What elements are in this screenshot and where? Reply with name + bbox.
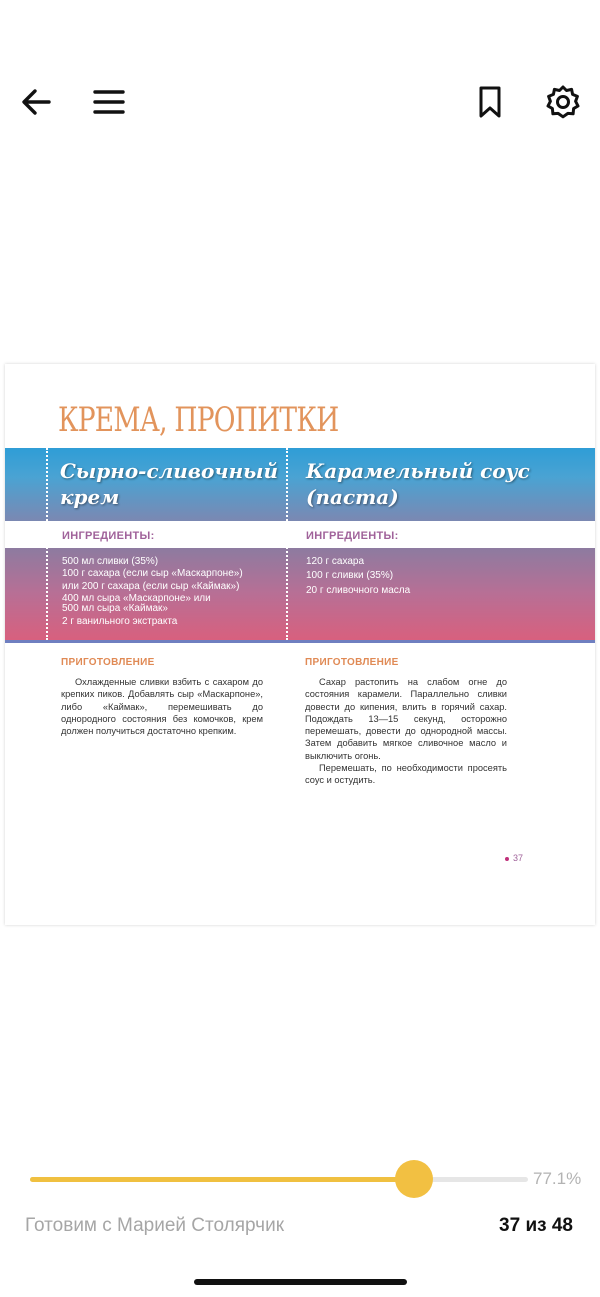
recipe-title-line: (паста)	[306, 485, 399, 509]
preparation-label-left: ПРИГОТОВЛЕНИЕ	[61, 657, 155, 668]
ingredient-item: 500 мл сыра «Каймак»	[62, 603, 168, 615]
ingredient-item: 400 мл сыра «Маскарпоне» или	[62, 592, 211, 604]
ingredient-item: 500 мл сливки (35%)	[62, 556, 159, 567]
arrow-left-icon	[19, 85, 53, 119]
page-count: 37 из 48	[499, 1215, 573, 1236]
preparation-paragraph: Перемешать, по необходимости просеять соус и остудить.	[305, 763, 507, 786]
progress-percent: 77.1%	[533, 1169, 582, 1188]
page-number	[505, 853, 523, 863]
recipe-title-right	[306, 458, 530, 510]
preparation-paragraph: Сахар растопить на слабом огне до состояния карамели. Параллельно сливки довести до кипения, влить в горячий сахар. Подождать 13—15 секунд, осторожно перемешать, довести до однородной массы. Затем добавить мягкое сливочное масло и выключить огонь.	[305, 677, 507, 761]
reading-progress-slider[interactable]	[30, 1177, 528, 1182]
home-indicator	[194, 1279, 407, 1285]
ingredient-item: или 200 г сахара (если сыр «Каймак»)	[62, 580, 240, 592]
page-number-dot-icon	[505, 857, 509, 861]
bookmark-icon	[476, 85, 504, 119]
dotted-divider-right	[286, 448, 288, 640]
ingredients-list-right	[306, 556, 410, 597]
settings-button[interactable]	[543, 82, 583, 122]
menu-button[interactable]	[89, 82, 129, 122]
recipe-title-left	[60, 458, 278, 510]
ingredient-item: 100 г сливки (35%)	[306, 570, 394, 582]
progress-thumb[interactable]	[395, 1160, 433, 1198]
ingredient-item: 2 г ванильного экстракта	[62, 616, 178, 628]
reader-toolbar	[0, 70, 600, 134]
page-number-text: 37	[513, 853, 524, 863]
back-button[interactable]	[16, 82, 56, 122]
recipe-title-line: Сырно-сливочный	[60, 459, 279, 483]
progress-fill	[30, 1177, 414, 1182]
hamburger-menu-icon	[92, 87, 126, 117]
preparation-paragraph: Охлажденные сливки взбить с сахаром до крепких пиков. Добавлять сыр «Маскарпоне», либо «Каймак», перемешивать до однородного состояния без комочков, крем должен получиться достаточно крепким.	[61, 677, 263, 737]
preparation-label-right: ПРИГОТОВЛЕНИЕ	[305, 657, 399, 668]
recipe-title-line: Карамельный соус	[306, 459, 530, 483]
ingredient-item: 100 г сахара (если сыр «Маскарпоне»)	[62, 568, 243, 580]
ingredient-item: 20 г сливочного масла	[306, 584, 411, 596]
book-title: Готовим с Марией Столярчик	[25, 1215, 285, 1236]
ingredients-label-left: ИНГРЕДИЕНТЫ:	[62, 530, 155, 542]
band-edge	[5, 640, 595, 643]
ingredients-list-left	[62, 556, 243, 629]
gear-icon	[546, 85, 580, 119]
book-page[interactable]	[5, 364, 595, 925]
preparation-text-left	[61, 676, 263, 737]
preparation-text-right	[305, 676, 507, 787]
section-title: КРЕМА, ПРОПИТКИ	[58, 400, 339, 440]
ingredients-label-right: ИНГРЕДИЕНТЫ:	[306, 530, 399, 542]
dotted-divider-left	[46, 448, 48, 640]
bookmark-button[interactable]	[470, 82, 510, 122]
ingredient-item: 120 г сахара	[306, 556, 365, 567]
recipe-title-line: крем	[60, 485, 120, 509]
